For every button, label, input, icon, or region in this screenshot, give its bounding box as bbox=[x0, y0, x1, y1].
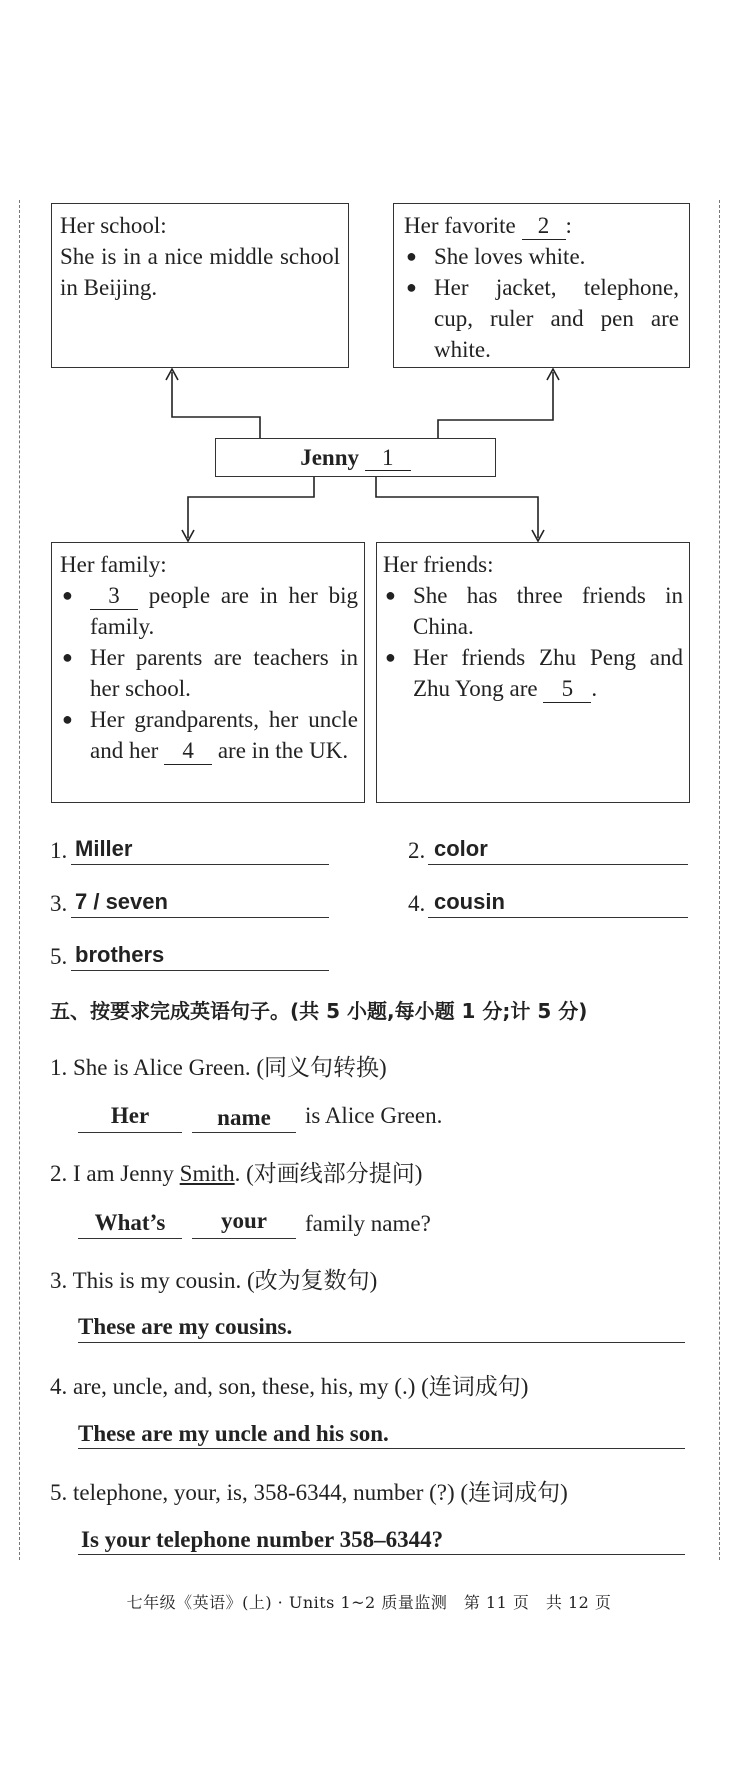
friends-item: ● Her friends Zhu Peng and Zhu Yong are 5 . bbox=[383, 642, 683, 704]
answer-line bbox=[428, 834, 688, 865]
q2-underlined-word: Smith bbox=[179, 1161, 235, 1186]
center-name: Jenny bbox=[300, 445, 360, 470]
family-item: ● Her parents are teachers in her school. bbox=[60, 642, 358, 704]
q3-answer-line bbox=[78, 1312, 685, 1343]
answer-num: 4. bbox=[408, 891, 426, 916]
answer-line bbox=[71, 834, 329, 865]
q2-answer-line bbox=[192, 1208, 296, 1239]
q1-answer-1: Her bbox=[110, 1103, 150, 1128]
family-item: ● Her grandparents, her uncle and her 4 are in the UK. bbox=[60, 704, 358, 766]
q1-tail: is Alice Green. bbox=[305, 1103, 443, 1128]
school-title: Her school: bbox=[60, 213, 167, 238]
q2-answer-2: your bbox=[221, 1208, 267, 1233]
q3-prompt: 3. This is my cousin. (改为复数句) bbox=[50, 1268, 378, 1293]
q5-answer: Is your telephone number 358–6344? bbox=[81, 1527, 444, 1552]
friends-box bbox=[376, 542, 690, 803]
q2-answer-line bbox=[78, 1208, 182, 1239]
favorite-item: ● Her jacket, telephone, cup, ruler and pen are white. bbox=[404, 272, 679, 365]
answer-num: 5. bbox=[50, 944, 68, 969]
answer-text: Miller bbox=[75, 836, 133, 861]
family-box bbox=[51, 542, 365, 803]
page-footer: 七年级《英语》(上) · Units 1~2 质量监测 第 11 页 共 12 页 bbox=[126, 1593, 612, 1612]
friends-item: ● She has three friends in China. bbox=[383, 580, 683, 642]
answer-text: brothers bbox=[75, 942, 165, 967]
q1-answer-line bbox=[78, 1102, 182, 1133]
answer-num: 2. bbox=[408, 838, 426, 863]
q2-answer-1: What’s bbox=[94, 1210, 166, 1235]
answer-num: 3. bbox=[50, 891, 68, 916]
q4-answer: These are my uncle and his son. bbox=[78, 1421, 389, 1446]
school-box bbox=[51, 203, 349, 368]
school-text: She is in a nice middle school in Beijing. bbox=[60, 244, 340, 300]
q3-answer: These are my cousins. bbox=[78, 1314, 293, 1339]
blank-1: 1 bbox=[365, 446, 411, 471]
q1-prompt: 1. She is Alice Green. (同义句转换) bbox=[50, 1055, 387, 1080]
answer-num: 1. bbox=[50, 838, 68, 863]
q1-answer-2: name bbox=[217, 1105, 271, 1130]
favorite-box bbox=[393, 203, 690, 368]
section5-heading: 五、按要求完成英语句子。(共 5 小题,每小题 1 分;计 5 分) bbox=[50, 999, 588, 1023]
blank-4: 4 bbox=[164, 738, 212, 765]
q2-prompt: 2. I am Jenny Smith. (对画线部分提问) bbox=[50, 1161, 423, 1186]
q4-answer-line bbox=[78, 1418, 685, 1449]
answer-line bbox=[428, 887, 688, 918]
friends-title: Her friends: bbox=[383, 552, 494, 577]
family-title: Her family: bbox=[60, 552, 167, 577]
blank-5: 5 bbox=[543, 676, 591, 703]
center-box bbox=[215, 438, 496, 477]
answer-line bbox=[71, 940, 329, 971]
answer-line bbox=[71, 887, 329, 918]
answer-text: color bbox=[434, 836, 488, 861]
favorite-title: Her favorite 2 : bbox=[404, 213, 572, 238]
q4-prompt: 4. are, uncle, and, son, these, his, my (.) (连词成句) bbox=[50, 1374, 529, 1399]
answer-text: 7 / seven bbox=[75, 889, 168, 914]
q5-prompt: 5. telephone, your, is, 358-6344, number (?) (连词成句) bbox=[50, 1480, 568, 1505]
blank-3: 3 bbox=[90, 583, 138, 610]
favorite-item: ● She loves white. bbox=[404, 241, 679, 272]
family-item: ● 3 people are in her big family. bbox=[60, 580, 358, 642]
q1-answer-line bbox=[192, 1102, 296, 1133]
q5-answer-line bbox=[78, 1524, 685, 1555]
q2-tail: family name? bbox=[305, 1211, 431, 1236]
answer-text: cousin bbox=[434, 889, 505, 914]
blank-2: 2 bbox=[522, 213, 566, 240]
